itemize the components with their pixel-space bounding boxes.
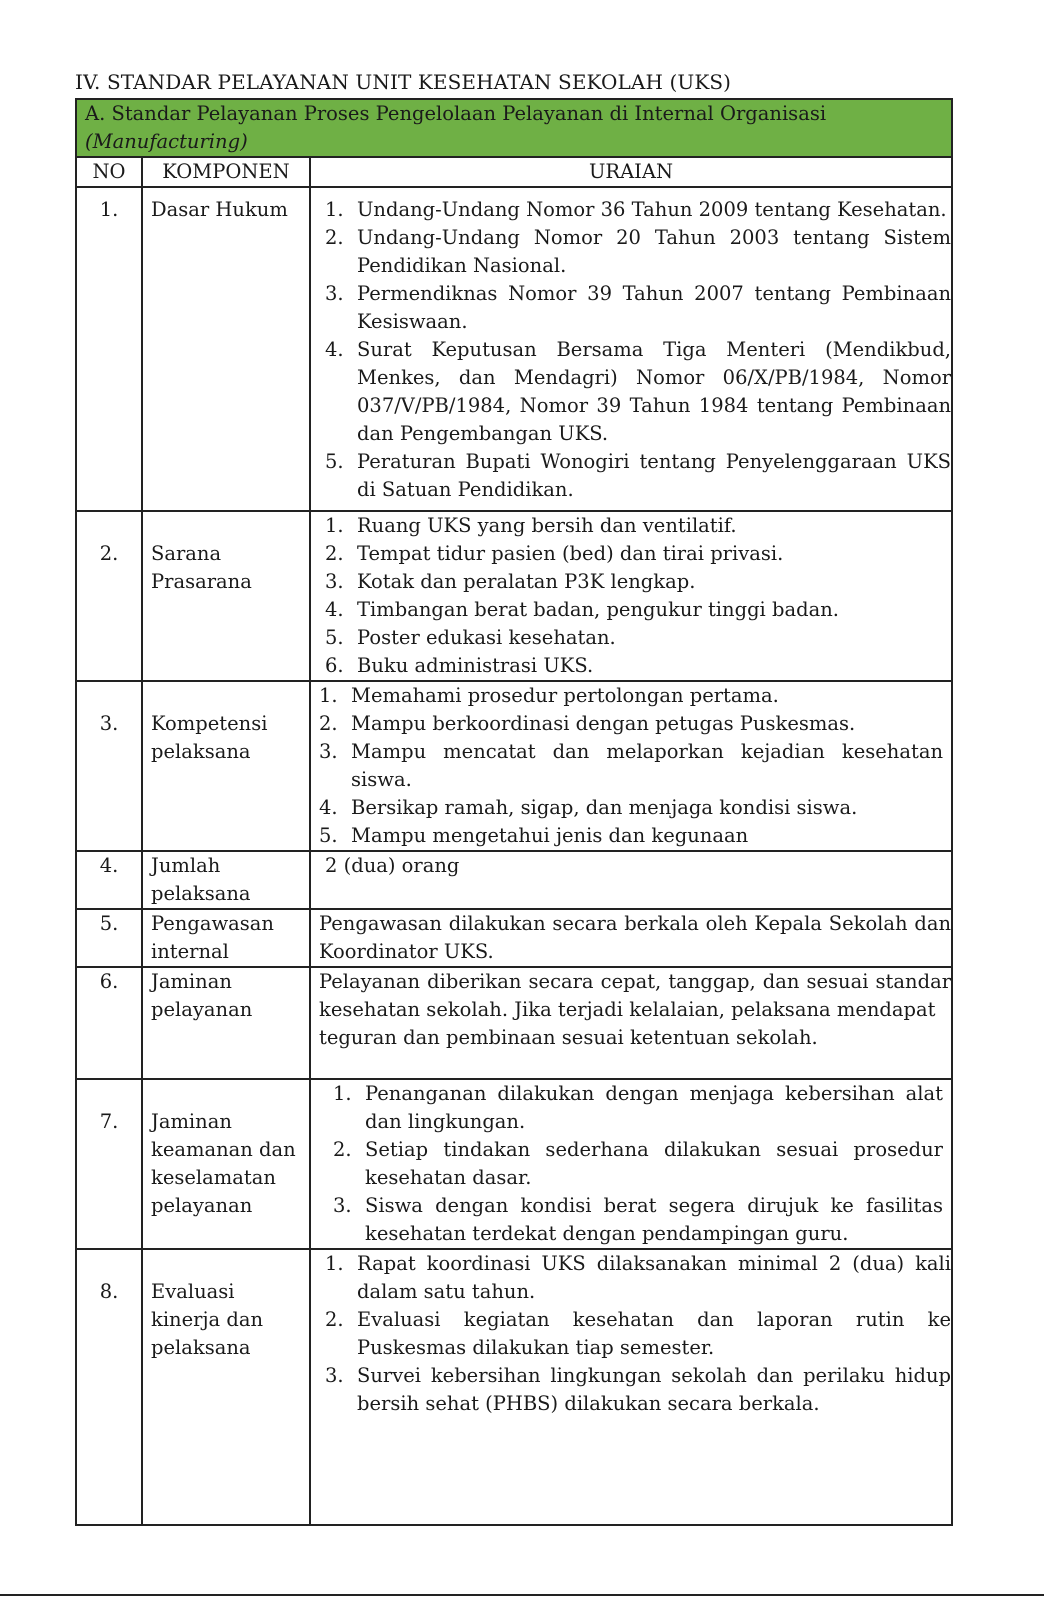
list-item: 6. Buku administrasi UKS.: [325, 654, 594, 677]
list-item: 4. Surat Keputusan Bersama Tiga Menteri (Mendikbud, Menkes, dan Mendagri) Nomor 06/X/PB/1984, Nomor 037/V/PB/1984, Nomor 39 Tahun 1984 tentang Pembinaan dan Pengembangan UKS.: [325, 338, 952, 445]
table-row: [76, 1249, 952, 1525]
row-uraian: [310, 1079, 952, 1249]
row-komponen: Jumlah pelaksana: [142, 851, 310, 909]
row-number: 3.: [76, 681, 142, 851]
list-item: 2. Tempat tidur pasien (bed) dan tirai privasi.: [325, 542, 784, 565]
paragraph: teguran dan pembinaan sesuai ketentuan sekolah.: [319, 1026, 818, 1049]
table-row: [76, 967, 952, 1079]
row-number: 5.: [76, 909, 142, 967]
page-heading: IV. STANDAR PELAYANAN UNIT KESEHATAN SEKOLAH (UKS): [75, 70, 732, 94]
row-uraian: [310, 967, 952, 1079]
row-number: 6.: [76, 967, 142, 1079]
list-item: 3. Survei kebersihan lingkungan sekolah dan perilaku hidup bersih sehat (PHBS) dilakukan secara berkala.: [325, 1364, 952, 1415]
table-row: [76, 511, 952, 681]
list-item: 5. Mampu mengetahui jenis dan kegunaan: [319, 824, 749, 847]
section-title: [76, 99, 952, 157]
row-komponen: Sarana Prasarana: [142, 511, 310, 681]
list-item: 2. Undang-Undang Nomor 20 Tahun 2003 tentang Sistem Pendidikan Nasional.: [325, 226, 952, 277]
section-title-line2: (Manufacturing): [85, 130, 248, 153]
list-item: 1. Memahami prosedur pertolongan pertama.: [319, 684, 779, 707]
table-row: [76, 187, 952, 511]
service-standard-table: [75, 98, 953, 1526]
section-header-row: [76, 99, 952, 157]
table-row: [76, 909, 952, 967]
column-header-row: [76, 157, 952, 187]
list-item: 3. Kotak dan peralatan P3K lengkap.: [325, 570, 696, 593]
list-item: 4. Bersikap ramah, sigap, dan menjaga kondisi siswa.: [319, 796, 858, 819]
list-item: 2. Evaluasi kegiatan kesehatan dan laporan rutin ke Puskesmas dilakukan tiap semester.: [325, 1308, 952, 1359]
column-header-uraian: URAIAN: [310, 157, 952, 187]
table-row: [76, 681, 952, 851]
row-number: 4.: [76, 851, 142, 909]
column-header-no: NO: [76, 157, 142, 187]
list-item: 3. Mampu mencatat dan melaporkan kejadian kesehatan siswa.: [319, 740, 944, 791]
row-komponen: Pengawasan internal: [142, 909, 310, 967]
list-item: 1. Undang-Undang Nomor 36 Tahun 2009 tentang Kesehatan.: [325, 198, 947, 221]
table-row: [76, 851, 952, 909]
list-item: 2. Setiap tindakan sederhana dilakukan sesuai prosedur kesehatan dasar.: [333, 1138, 944, 1189]
row-komponen: Jaminan keamanan dan keselamatan pelayanan: [142, 1079, 310, 1249]
paragraph: Pelayanan diberikan secara cepat, tanggap, dan sesuai standar kesehatan sekolah. Jika terjadi kelalaian, pelaksana mendapat: [319, 970, 952, 1021]
section-title-line1: A. Standar Pelayanan Proses Pengelolaan Pelayanan di Internal Organisasi: [85, 102, 827, 125]
row-number: 7.: [76, 1079, 142, 1249]
row-number: 2.: [76, 511, 142, 681]
row-number: 8.: [76, 1249, 142, 1525]
list-item: 5. Poster edukasi kesehatan.: [325, 626, 616, 649]
row-uraian: [310, 681, 952, 851]
list-item: 5. Peraturan Bupati Wonogiri tentang Penyelenggaraan UKS di Satuan Pendidikan.: [325, 450, 952, 501]
list-item: 4. Timbangan berat badan, pengukur tinggi badan.: [325, 598, 839, 621]
row-uraian: [310, 511, 952, 681]
row-komponen: Kompetensi pelaksana: [142, 681, 310, 851]
row-komponen: Evaluasi kinerja dan pelaksana: [142, 1249, 310, 1525]
list-item: 1. Penanganan dilakukan dengan menjaga kebersihan alat dan lingkungan.: [333, 1082, 944, 1133]
page-bottom-rule: [0, 1594, 1044, 1596]
paragraph: 2 (dua) orang: [325, 854, 460, 877]
list-item: 1. Rapat koordinasi UKS dilaksanakan minimal 2 (dua) kali dalam satu tahun.: [325, 1252, 952, 1303]
list-item: 1. Ruang UKS yang bersih dan ventilatif.: [325, 514, 737, 537]
list-item: 3. Siswa dengan kondisi berat segera dirujuk ke fasilitas kesehatan terdekat dengan pendampingan guru.: [333, 1194, 944, 1245]
row-komponen: Dasar Hukum: [142, 187, 310, 511]
row-uraian: [310, 851, 952, 909]
column-header-komponen: KOMPONEN: [142, 157, 310, 187]
row-number: 1.: [76, 187, 142, 511]
list-item: 3. Permendiknas Nomor 39 Tahun 2007 tentang Pembinaan Kesiswaan.: [325, 282, 952, 333]
table-row: [76, 1079, 952, 1249]
row-komponen: Jaminan pelayanan: [142, 967, 310, 1079]
paragraph: Pengawasan dilakukan secara berkala oleh Kepala Sekolah dan Koordinator UKS.: [319, 912, 952, 963]
list-item: 2. Mampu berkoordinasi dengan petugas Puskesmas.: [319, 712, 856, 735]
row-uraian: [310, 187, 952, 511]
row-uraian: [310, 909, 952, 967]
row-uraian: [310, 1249, 952, 1525]
